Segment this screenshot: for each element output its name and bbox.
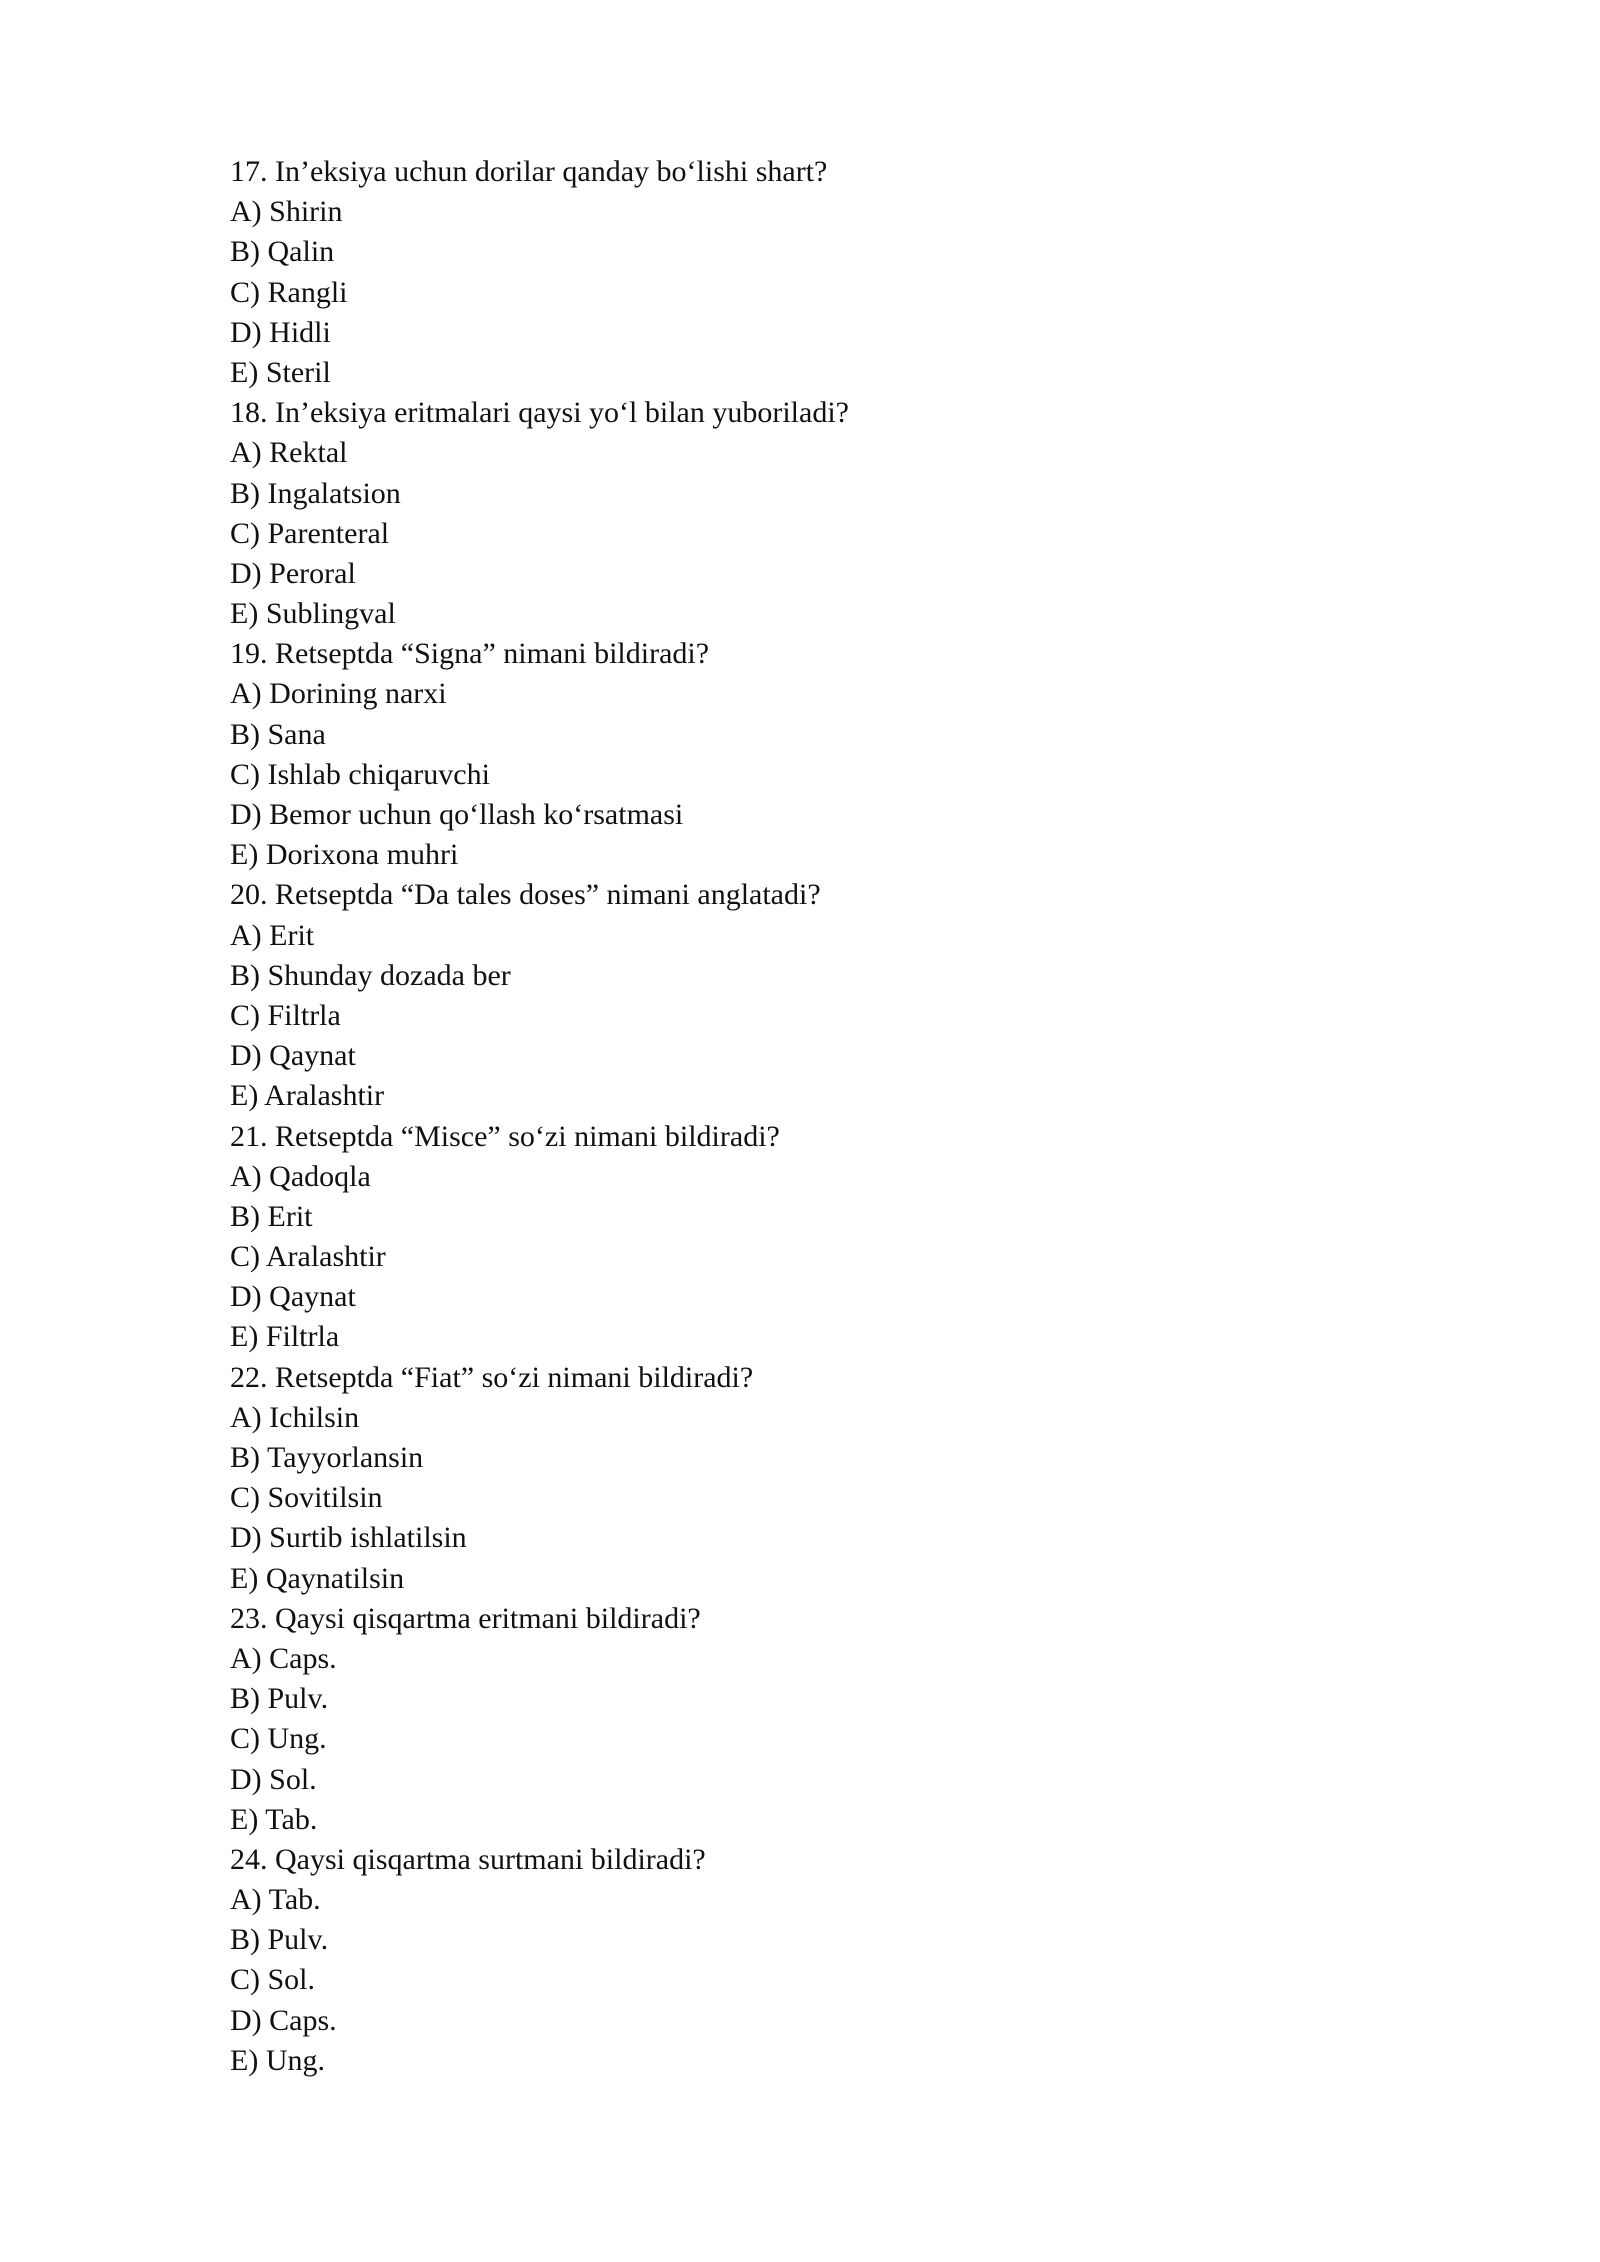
question-block-18 [230,393,1430,634]
option-a: A) Shirin [230,195,343,229]
option-e: E) Dorixona muhri [230,838,459,872]
option-e: E) Aralashtir [230,1079,385,1113]
option-c: C) Ung. [230,1722,327,1756]
option-e: E) Sublingval [230,597,396,631]
option-e: E) Qaynatilsin [230,1561,405,1595]
question-block-21 [230,1117,1430,1358]
option-a: A) Ichilsin [230,1400,360,1434]
option-b: B) Pulv. [230,1923,329,1957]
option-e: E) Ung. [230,2043,325,2077]
question-text: 19. Retseptda “Signa” nimani bildiradi? [230,637,710,671]
option-d: D) Qaynat [230,1280,356,1314]
option-a: A) Rektal [230,436,348,470]
option-b: B) Ingalatsion [230,476,401,510]
option-c: C) Rangli [230,275,348,309]
question-text: 20. Retseptda “Da tales doses” nimani anglatadi? [230,878,821,912]
question-text: 18. In’eksiya eritmalari qaysi yo‘l bilan yuboriladi? [230,396,849,430]
option-c: C) Aralashtir [230,1240,386,1274]
option-e: E) Steril [230,355,331,389]
question-block-20 [230,875,1430,1116]
option-d: D) Qaynat [230,1039,356,1073]
question-block-22 [230,1358,1430,1599]
option-d: D) Bemor uchun qo‘llash ko‘rsatmasi [230,798,684,831]
option-a: A) Caps. [230,1641,337,1675]
option-c: C) Filtrla [230,998,341,1032]
question-block-24 [230,1840,1430,2081]
option-c: C) Ishlab chiqaruvchi [230,757,490,791]
option-b: B) Qalin [230,235,335,269]
option-e: E) Tab. [230,1802,318,1836]
question-block-19 [230,634,1430,875]
question-text: 23. Qaysi qisqartma eritmani bildiradi? [230,1601,701,1635]
option-a: A) Qadoqla [230,1159,371,1193]
question-list [230,152,1430,2081]
option-e: E) Filtrla [230,1320,340,1354]
option-a: A) Dorining narxi [230,677,447,711]
option-c: C) Parenteral [230,516,390,550]
option-b: B) Erit [230,1199,313,1233]
option-c: C) Sovitilsin [230,1481,383,1515]
question-text: 24. Qaysi qisqartma surtmani bildiradi? [230,1842,706,1876]
question-text: 22. Retseptda “Fiat” so‘zi nimani bildiradi? [230,1360,754,1394]
option-d: D) Sol. [230,1762,317,1796]
option-a: A) Tab. [230,1883,321,1917]
question-block-23 [230,1599,1430,1840]
option-a: A) Erit [230,918,315,952]
option-c: C) Sol. [230,1963,316,1997]
option-b: B) Tayyorlansin [230,1441,424,1474]
option-d: D) Peroral [230,556,356,590]
question-text: 21. Retseptda “Misce” so‘zi nimani bildiradi? [230,1119,780,1153]
question-text: 17. In’eksiya uchun dorilar qanday bo‘lishi shart? [230,155,828,188]
question-block-17 [230,152,1430,393]
option-d: D) Hidli [230,315,331,349]
option-b: B) Shunday dozada ber [230,958,511,992]
option-d: D) Surtib ishlatilsin [230,1521,467,1555]
option-b: B) Pulv. [230,1682,329,1716]
option-d: D) Caps. [230,2003,337,2037]
option-b: B) Sana [230,717,326,751]
